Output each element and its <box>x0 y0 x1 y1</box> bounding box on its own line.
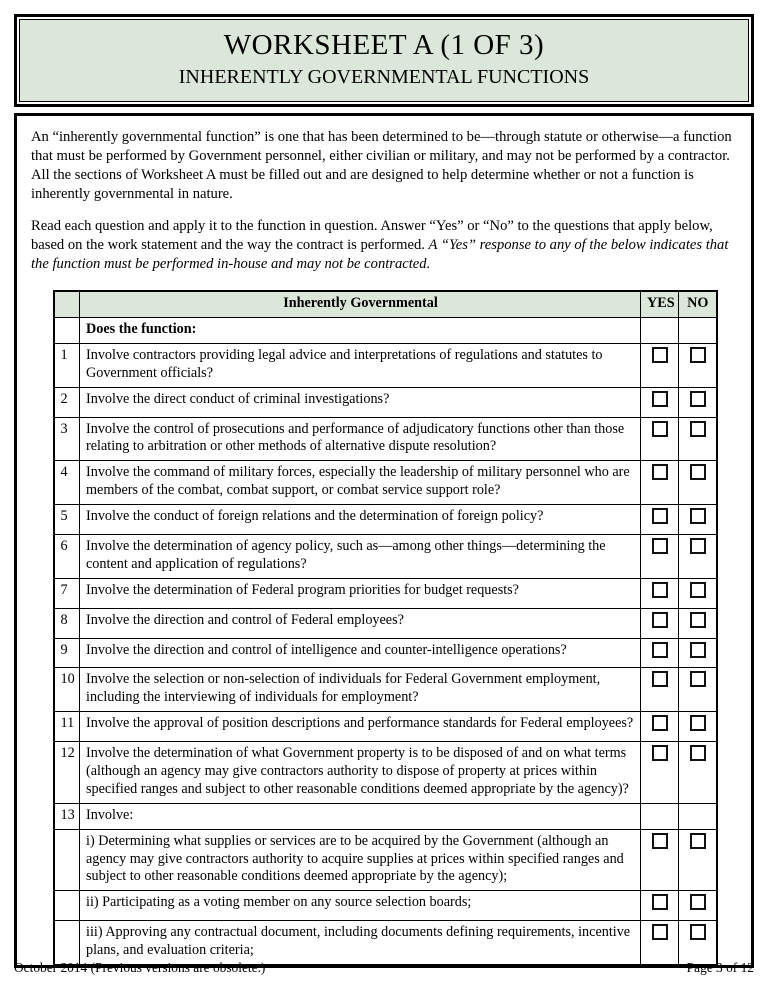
row-number <box>54 921 80 965</box>
no-checkbox[interactable] <box>690 671 706 687</box>
no-checkbox[interactable] <box>690 582 706 598</box>
intro-paragraph-1: An “inherently governmental function” is one that has been determined to be—through statute or otherwise—a function that must be performed by Government personnel, either civilian or military, and may not be performed by a contractor. All the sections of Worksheet A must be filled out and are designed to help determine whether or not a function is inherently governmental in nature. <box>31 129 732 203</box>
no-cell[interactable] <box>679 668 717 712</box>
table-row <box>54 803 717 829</box>
no-checkbox[interactable] <box>690 464 706 480</box>
yes-checkbox[interactable] <box>652 894 668 910</box>
no-checkbox[interactable] <box>690 745 706 761</box>
yes-checkbox[interactable] <box>652 715 668 731</box>
yes-checkbox[interactable] <box>652 538 668 554</box>
row-question: Involve the determination of what Government property is to be disposed of and on what terms (although an agency may give contractors authority to dispose of property at prices within specified ranges and subject to other reasonable conditions deemed appropriate by the agency)? <box>80 742 641 804</box>
row-number <box>54 829 80 891</box>
table-row <box>54 921 717 965</box>
yes-checkbox[interactable] <box>652 745 668 761</box>
yes-cell[interactable] <box>641 891 679 921</box>
page-title: WORKSHEET A (1 OF 3) <box>223 29 545 61</box>
table-header-row <box>54 291 717 317</box>
no-cell[interactable] <box>679 578 717 608</box>
row-question: Involve the determination of agency policy, such as—among other things—determining the content and application of regulations? <box>80 535 641 579</box>
yes-cell[interactable] <box>641 829 679 891</box>
no-cell[interactable] <box>679 803 717 829</box>
no-cell <box>679 317 717 343</box>
row-number: 13 <box>54 803 80 829</box>
yes-cell[interactable] <box>641 638 679 668</box>
page-footer <box>14 960 754 976</box>
no-cell[interactable] <box>679 387 717 417</box>
intro-paragraph-2 <box>31 217 737 274</box>
no-cell[interactable] <box>679 712 717 742</box>
yes-checkbox[interactable] <box>652 582 668 598</box>
table-row <box>54 608 717 638</box>
row-number <box>54 317 80 343</box>
title-banner-inner <box>19 19 749 102</box>
no-checkbox[interactable] <box>690 894 706 910</box>
no-cell[interactable] <box>679 608 717 638</box>
yes-checkbox[interactable] <box>652 508 668 524</box>
no-checkbox[interactable] <box>690 508 706 524</box>
table-row <box>54 578 717 608</box>
row-number: 8 <box>54 608 80 638</box>
yes-cell[interactable] <box>641 712 679 742</box>
row-question: Involve the direct conduct of criminal investigations? <box>80 387 641 417</box>
subheader-label: Does the function: <box>80 317 641 343</box>
yes-checkbox[interactable] <box>652 421 668 437</box>
table-row <box>54 505 717 535</box>
yes-checkbox[interactable] <box>652 391 668 407</box>
no-checkbox[interactable] <box>690 391 706 407</box>
table-row <box>54 343 717 387</box>
page-subtitle: INHERENTLY GOVERNMENTAL FUNCTIONS <box>178 66 590 89</box>
no-cell[interactable] <box>679 417 717 461</box>
no-checkbox[interactable] <box>690 538 706 554</box>
yes-checkbox[interactable] <box>652 642 668 658</box>
column-header-yes: YES <box>641 291 679 317</box>
row-number: 5 <box>54 505 80 535</box>
row-question: ii) Participating as a voting member on any source selection boards; <box>80 891 641 921</box>
row-number: 10 <box>54 668 80 712</box>
no-cell[interactable] <box>679 343 717 387</box>
column-header-no: NO <box>679 291 717 317</box>
yes-cell[interactable] <box>641 921 679 965</box>
row-question: Involve the command of military forces, especially the leadership of military personnel who are members of the combat, combat support, or combat service support role? <box>80 461 641 505</box>
row-question: Involve: <box>80 803 641 829</box>
table-row <box>54 712 717 742</box>
row-number: 3 <box>54 417 80 461</box>
row-number: 2 <box>54 387 80 417</box>
no-cell[interactable] <box>679 505 717 535</box>
yes-checkbox[interactable] <box>652 464 668 480</box>
yes-cell[interactable] <box>641 668 679 712</box>
yes-cell[interactable] <box>641 742 679 804</box>
yes-checkbox[interactable] <box>652 924 668 940</box>
row-number: 6 <box>54 535 80 579</box>
row-number: 12 <box>54 742 80 804</box>
yes-cell <box>641 317 679 343</box>
yes-checkbox[interactable] <box>652 833 668 849</box>
column-header-number <box>54 291 80 317</box>
yes-cell[interactable] <box>641 608 679 638</box>
row-question: iii) Approving any contractual document, including documents defining requirements, incentive plans, and evaluation criteria; <box>80 921 641 965</box>
yes-checkbox[interactable] <box>652 612 668 628</box>
row-number: 7 <box>54 578 80 608</box>
no-checkbox[interactable] <box>690 421 706 437</box>
table-row <box>54 638 717 668</box>
no-checkbox[interactable] <box>690 715 706 731</box>
row-number: 1 <box>54 343 80 387</box>
yes-cell[interactable] <box>641 578 679 608</box>
no-cell[interactable] <box>679 461 717 505</box>
table-row <box>54 829 717 891</box>
intro-paragraph-2-italic: A “Yes” response to any of the below indicates that the function must be performed in-house and may not be contracted. <box>31 237 729 273</box>
table-body <box>54 317 717 965</box>
yes-cell[interactable] <box>641 803 679 829</box>
table-row <box>54 417 717 461</box>
table-row <box>54 668 717 712</box>
no-cell[interactable] <box>679 535 717 579</box>
yes-checkbox[interactable] <box>652 347 668 363</box>
yes-cell[interactable] <box>641 343 679 387</box>
yes-cell[interactable] <box>641 461 679 505</box>
no-checkbox[interactable] <box>690 833 706 849</box>
yes-checkbox[interactable] <box>652 671 668 687</box>
column-header-main: Inherently Governmental <box>80 291 641 317</box>
row-number: 4 <box>54 461 80 505</box>
title-banner <box>14 14 754 107</box>
table-row <box>54 387 717 417</box>
table-row <box>54 891 717 921</box>
intro-paragraph-2-plain: Read each question and apply it to the function in question. Answer “Yes” or “No” to the questions that apply below, based on the work statement and the way the contract is performed. <box>31 218 713 254</box>
worksheet-table-wrapper <box>53 290 716 966</box>
row-question: Involve the direction and control of Federal employees? <box>80 608 641 638</box>
no-cell[interactable] <box>679 638 717 668</box>
row-number: 9 <box>54 638 80 668</box>
table-row <box>54 742 717 804</box>
row-question: i) Determining what supplies or services are to be acquired by the Government (although an agency may give contractors authority to acquire supplies at prices within specified ranges and subject to other reasonable conditions deemed appropriate by the agency); <box>80 829 641 891</box>
body-box <box>14 113 754 968</box>
no-cell[interactable] <box>679 742 717 804</box>
yes-cell[interactable] <box>641 417 679 461</box>
no-cell[interactable] <box>679 829 717 891</box>
no-checkbox[interactable] <box>690 924 706 940</box>
table-row <box>54 461 717 505</box>
row-question: Involve the selection or non-selection of individuals for Federal Government employment, including the interviewing of individuals for employment? <box>80 668 641 712</box>
row-number: 11 <box>54 712 80 742</box>
yes-cell[interactable] <box>641 505 679 535</box>
worksheet-table <box>53 290 718 966</box>
no-checkbox[interactable] <box>690 612 706 628</box>
row-question: Involve the approval of position descriptions and performance standards for Federal employees? <box>80 712 641 742</box>
table-head <box>54 291 717 317</box>
row-question: Involve the determination of Federal program priorities for budget requests? <box>80 578 641 608</box>
row-question: Involve the conduct of foreign relations and the determination of foreign policy? <box>80 505 641 535</box>
no-checkbox[interactable] <box>690 347 706 363</box>
row-number <box>54 891 80 921</box>
no-cell[interactable] <box>679 921 717 965</box>
yes-cell[interactable] <box>641 387 679 417</box>
table-subheader-row <box>54 317 717 343</box>
row-question: Involve contractors providing legal advice and interpretations of regulations and statutes to Government officials? <box>80 343 641 387</box>
row-question: Involve the control of prosecutions and performance of adjudicatory functions other than those relating to arbitration or other methods of alternative dispute resolution? <box>80 417 641 461</box>
row-question: Involve the direction and control of intelligence and counter-intelligence operations? <box>80 638 641 668</box>
no-checkbox[interactable] <box>690 642 706 658</box>
yes-cell[interactable] <box>641 535 679 579</box>
table-row <box>54 535 717 579</box>
footer-left-text: October 2014 (Previous versions are obsolete.) <box>14 960 266 975</box>
footer-page-number: Page 3 of 12 <box>686 960 754 975</box>
no-cell[interactable] <box>679 891 717 921</box>
